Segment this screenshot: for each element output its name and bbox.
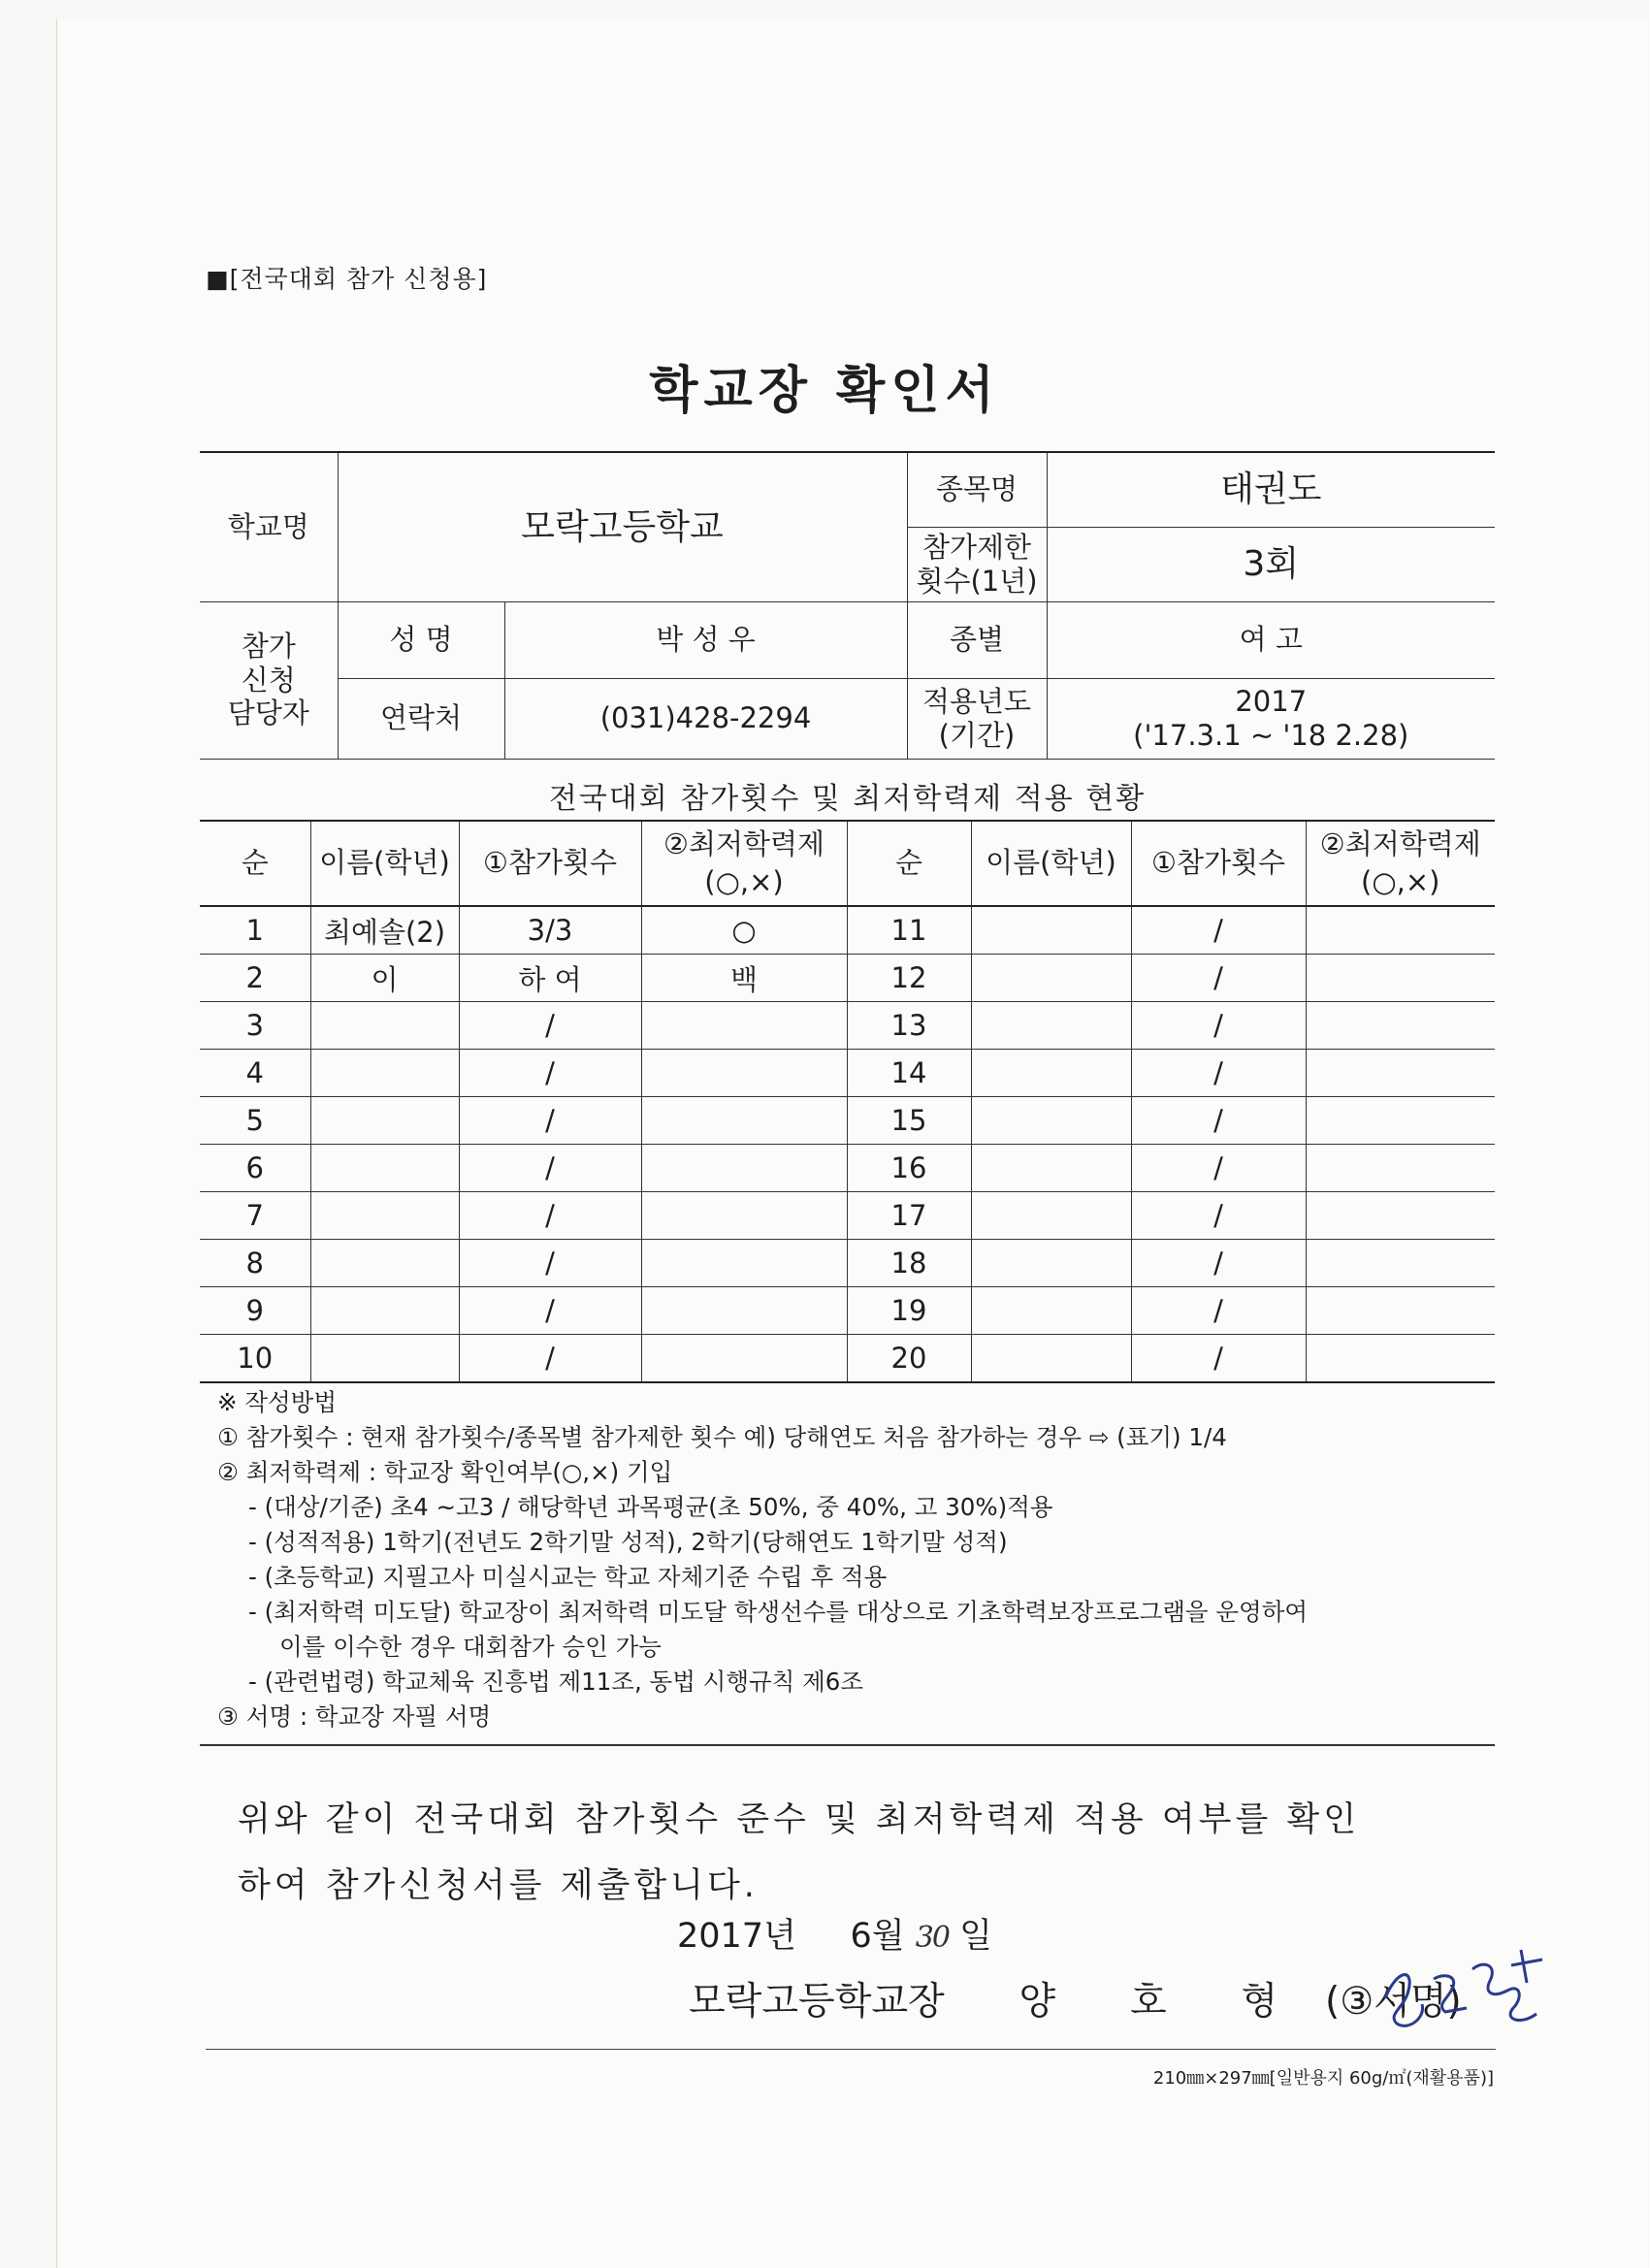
sport-value: 태권도 — [1047, 452, 1495, 527]
row-count: / — [1131, 1335, 1306, 1383]
table-row — [200, 1240, 1495, 1287]
header-min-academic: ②최저학력제 (○,×) — [1306, 821, 1495, 906]
row-no: 6 — [200, 1145, 310, 1192]
row-no: 5 — [200, 1097, 310, 1145]
contact-value: (031)428-2294 — [504, 678, 907, 759]
row-count: / — [1131, 1192, 1306, 1240]
row-name — [310, 1002, 459, 1050]
school-name-value: 모락고등학교 — [338, 452, 907, 601]
category-label: 종별 — [907, 601, 1047, 678]
row-name — [310, 1097, 459, 1145]
participation-limit-value: 3회 — [1047, 527, 1495, 601]
row-name — [971, 1287, 1131, 1335]
school-info-table — [200, 451, 1495, 760]
row-no: 3 — [200, 1002, 310, 1050]
table-row — [200, 1050, 1495, 1097]
row-min-academic — [1306, 1145, 1495, 1192]
row-count: / — [459, 1192, 641, 1240]
note-item: ③ 서명 : 학교장 자필 서명 — [217, 1702, 492, 1731]
statement-line: 위와 같이 전국대회 참가횟수 준수 및 최저학력제 적용 여부를 확인 — [238, 1800, 1361, 1839]
table-header-row — [200, 821, 1495, 906]
note-subitem-continued: 이를 이수한 경우 대회참가 승인 가능 — [279, 1633, 662, 1661]
statement-line: 하여 참가신청서를 제출합니다. — [238, 1866, 759, 1905]
row-min-academic — [641, 1335, 847, 1383]
row-min-academic — [1306, 1097, 1495, 1145]
confirmation-statement — [238, 1787, 1360, 1919]
date-year: 2017년 — [677, 1917, 796, 1956]
paper-spec-footer: 210㎜×297㎜[일반용지 60g/㎡(재활용품)] — [1152, 2068, 1494, 2089]
participation-table — [200, 820, 1495, 1383]
row-count: / — [459, 1050, 641, 1097]
date-month: 6월 — [850, 1917, 905, 1956]
table-row — [200, 1287, 1495, 1335]
submission-date — [677, 1909, 992, 1958]
note-subitem: - (관련법령) 학교체육 진흥법 제11조, 동법 시행규칙 제6조 — [248, 1668, 864, 1696]
row-no: 4 — [200, 1050, 310, 1097]
row-no: 13 — [847, 1002, 971, 1050]
row-name — [971, 1145, 1131, 1192]
row-min-academic — [1306, 1192, 1495, 1240]
row-count: / — [1131, 1145, 1306, 1192]
row-count: 하 여 — [459, 955, 641, 1002]
row-no: 14 — [847, 1050, 971, 1097]
writing-instructions — [217, 1385, 1308, 1734]
row-min-academic — [641, 1002, 847, 1050]
row-name: 이 — [310, 955, 459, 1002]
row-name — [971, 1050, 1131, 1097]
form-usage-label: ■[전국대회 참가 신청용] — [206, 265, 488, 293]
header-count: ①참가횟수 — [1131, 821, 1306, 906]
header-name: 이름(학년) — [971, 821, 1131, 906]
row-name — [971, 1002, 1131, 1050]
row-count: / — [459, 1097, 641, 1145]
row-count: / — [459, 1145, 641, 1192]
note-item: ② 최저학력제 : 학교장 확인여부(○,×) 기입 — [217, 1458, 673, 1486]
principal-signature-line — [689, 1971, 1462, 2025]
applicant-label: 참가 신청 담당자 — [200, 601, 338, 759]
row-min-academic — [1306, 1240, 1495, 1287]
row-min-academic: 백 — [641, 955, 847, 1002]
note-subitem: - (대상/기준) 초4 ~고3 / 해당학년 과목평균(초 50%, 중 40%, 고 30%)적용 — [248, 1493, 1053, 1521]
table-subtitle: 전국대회 참가횟수 및 최저학력제 적용 현황 — [548, 782, 1147, 816]
row-count: / — [1131, 1050, 1306, 1097]
row-no: 10 — [200, 1335, 310, 1383]
table-row — [200, 1002, 1495, 1050]
date-day-handwritten: 30 — [915, 1921, 949, 1955]
row-name — [971, 1192, 1131, 1240]
row-min-academic — [1306, 1002, 1495, 1050]
row-min-academic — [641, 1145, 847, 1192]
row-name — [971, 906, 1131, 955]
row-count: 3/3 — [459, 906, 641, 955]
note-subitem: - (성적적용) 1학기(전년도 2학기말 성적), 2학기(당해연도 1학기말 성적) — [248, 1528, 1008, 1556]
row-name — [310, 1287, 459, 1335]
date-day-suffix: 일 — [959, 1917, 992, 1956]
row-name — [310, 1192, 459, 1240]
principal-name-char: 형 — [1241, 1980, 1278, 2024]
row-min-academic: ○ — [641, 906, 847, 955]
category-value: 여 고 — [1047, 601, 1495, 678]
participation-limit-label: 참가제한 횟수(1년) — [907, 527, 1047, 601]
principal-title: 모락고등학교장 — [689, 1980, 945, 2024]
row-no: 15 — [847, 1097, 971, 1145]
row-no: 11 — [847, 906, 971, 955]
row-count: / — [459, 1002, 641, 1050]
row-count: / — [1131, 1287, 1306, 1335]
row-name: 최예솔(2) — [310, 906, 459, 955]
table-row — [200, 955, 1495, 1002]
sport-label: 종목명 — [907, 452, 1047, 527]
row-min-academic — [641, 1097, 847, 1145]
header-count: ①참가횟수 — [459, 821, 641, 906]
row-name — [310, 1145, 459, 1192]
row-no: 7 — [200, 1192, 310, 1240]
header-name: 이름(학년) — [310, 821, 459, 906]
row-min-academic — [1306, 955, 1495, 1002]
row-no: 20 — [847, 1335, 971, 1383]
row-name — [971, 1097, 1131, 1145]
row-count: / — [1131, 1240, 1306, 1287]
principal-name-char: 양 — [1018, 1980, 1056, 2024]
row-no: 18 — [847, 1240, 971, 1287]
row-name — [310, 1240, 459, 1287]
note-subitem: - (최저학력 미도달) 학교장이 최저학력 미도달 학생선수를 대상으로 기초학력보장프로그램을 운영하여 — [248, 1598, 1309, 1626]
row-no: 8 — [200, 1240, 310, 1287]
row-no: 17 — [847, 1192, 971, 1240]
row-count: / — [1131, 1002, 1306, 1050]
row-no: 16 — [847, 1145, 971, 1192]
note-item: ① 참가횟수 : 현재 참가횟수/종목별 참가제한 횟수 예) 당해연도 처음 참가하는 경우 ⇨ (표기) 1/4 — [217, 1423, 1227, 1451]
row-name — [971, 955, 1131, 1002]
row-count: / — [459, 1240, 641, 1287]
note-subitem: - (초등학교) 지필고사 미실시교는 학교 자체기준 수립 후 적용 — [248, 1563, 888, 1591]
header-no: 순 — [200, 821, 310, 906]
row-no: 19 — [847, 1287, 971, 1335]
row-name — [310, 1050, 459, 1097]
signature-placeholder: (③서명) — [1325, 1980, 1462, 2024]
contact-label: 연락처 — [338, 678, 504, 759]
row-count: / — [1131, 955, 1306, 1002]
row-count: / — [1131, 906, 1306, 955]
footer-divider — [206, 2049, 1496, 2050]
table-row — [200, 1335, 1495, 1383]
table-row — [200, 1097, 1495, 1145]
row-min-academic — [1306, 1335, 1495, 1383]
row-count: / — [459, 1335, 641, 1383]
row-no: 2 — [200, 955, 310, 1002]
row-no: 12 — [847, 955, 971, 1002]
row-name — [971, 1240, 1131, 1287]
header-no: 순 — [847, 821, 971, 906]
row-name — [971, 1335, 1131, 1383]
row-min-academic — [1306, 1287, 1495, 1335]
row-min-academic — [1306, 1050, 1495, 1097]
table-row — [200, 1192, 1495, 1240]
school-name-label: 학교명 — [200, 452, 338, 601]
principal-name-char: 호 — [1130, 1980, 1167, 2024]
applicable-year-value: 2017 ('17.3.1 ~ '18 2.28) — [1047, 678, 1495, 759]
header-min-academic: ②최저학력제 (○,×) — [641, 821, 847, 906]
row-count: / — [459, 1287, 641, 1335]
row-min-academic — [1306, 906, 1495, 955]
document-title: 학교장 확인서 — [649, 362, 1000, 420]
row-no: 1 — [200, 906, 310, 955]
row-min-academic — [641, 1050, 847, 1097]
row-count: / — [1131, 1097, 1306, 1145]
applicant-name-label: 성 명 — [338, 601, 504, 678]
table-row — [200, 906, 1495, 955]
row-min-academic — [641, 1240, 847, 1287]
row-min-academic — [641, 1192, 847, 1240]
row-name — [310, 1335, 459, 1383]
row-no: 9 — [200, 1287, 310, 1335]
applicable-year-label: 적용년도 (기간) — [907, 678, 1047, 759]
divider — [200, 1744, 1495, 1746]
note-heading: ※ 작성방법 — [217, 1388, 337, 1416]
handwritten-signature — [1375, 1930, 1560, 2047]
applicant-name-value: 박 성 우 — [504, 601, 907, 678]
table-row — [200, 1145, 1495, 1192]
row-min-academic — [641, 1287, 847, 1335]
